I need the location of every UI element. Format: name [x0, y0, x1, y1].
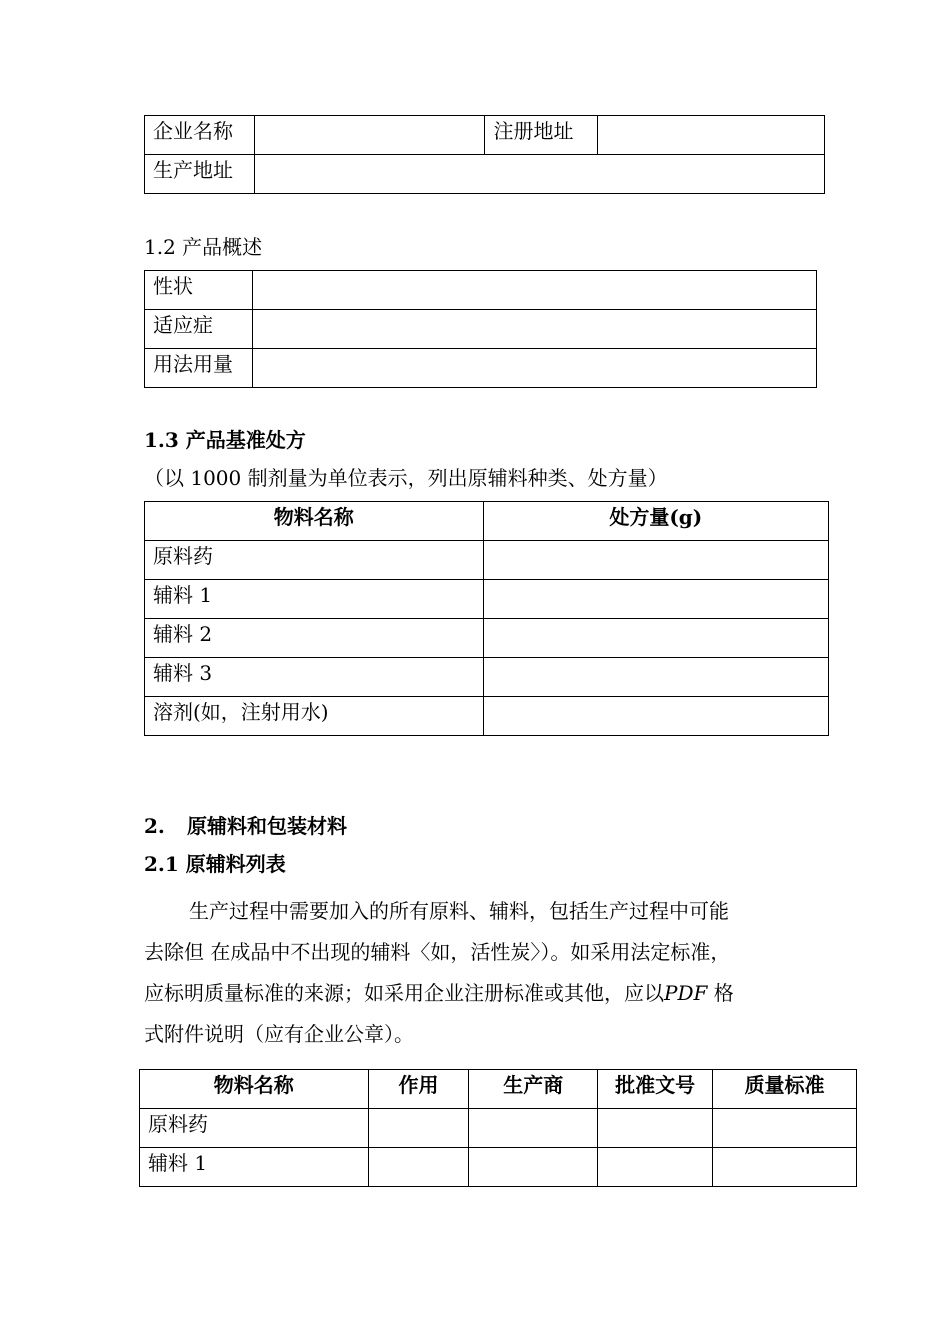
formula-material-cell: 辅料 2 — [145, 619, 484, 658]
materials-approval-cell[interactable] — [598, 1109, 713, 1148]
product-overview-table — [144, 270, 817, 388]
section-2-heading: 原辅料和包装材料 — [187, 814, 347, 838]
formula-amount-cell[interactable] — [483, 697, 828, 736]
materials-name-cell: 原料药 — [140, 1109, 369, 1148]
company-name-label: 企业名称 — [145, 116, 255, 155]
overview-label: 用法用量 — [145, 349, 253, 388]
materials-role-cell[interactable] — [368, 1148, 469, 1187]
paragraph-line-with-pdf — [144, 973, 814, 1014]
overview-label: 适应症 — [145, 310, 253, 349]
formula-header-material: 物料名称 — [145, 502, 484, 541]
materials-header-manufacturer: 生产商 — [469, 1070, 598, 1109]
overview-value[interactable] — [252, 271, 816, 310]
paragraph-line: 式附件说明（应有企业公章）。 — [144, 1022, 414, 1046]
formula-table — [144, 501, 829, 736]
overview-value[interactable] — [252, 349, 816, 388]
formula-material-cell: 辅料 1 — [145, 580, 484, 619]
section-1-3-note: （以 1000 制剂量为单位表示，列出原辅料种类、处方量） — [144, 466, 668, 490]
paragraph-line-text: 应标明质量标准的来源；如采用企业注册标准或其他，应以 — [144, 981, 664, 1005]
section-1-3-heading: 1.3 产品基准处方 — [144, 428, 306, 452]
materials-header-standard: 质量标准 — [713, 1070, 857, 1109]
formula-header-amount: 处方量(g) — [483, 502, 828, 541]
section-2-1-paragraph — [144, 891, 814, 1055]
materials-manufacturer-cell[interactable] — [469, 1109, 598, 1148]
materials-role-cell[interactable] — [368, 1109, 469, 1148]
materials-header-role: 作用 — [368, 1070, 469, 1109]
materials-approval-cell[interactable] — [598, 1148, 713, 1187]
company-name-field[interactable] — [254, 116, 485, 155]
formula-amount-cell[interactable] — [483, 541, 828, 580]
materials-standard-cell[interactable] — [713, 1148, 857, 1187]
formula-material-cell: 原料药 — [145, 541, 484, 580]
materials-header-approval: 批准文号 — [598, 1070, 713, 1109]
section-1-2-heading: 1.2 产品概述 — [144, 235, 263, 259]
materials-list-table — [139, 1069, 857, 1187]
materials-standard-cell[interactable] — [713, 1109, 857, 1148]
registered-address-label: 注册地址 — [485, 116, 598, 155]
materials-header-name: 物料名称 — [140, 1070, 369, 1109]
paragraph-line: 去除但 在成品中不出现的辅料〈如，活性炭〉）。如采用法定标准， — [144, 940, 731, 964]
materials-name-cell: 辅料 1 — [140, 1148, 369, 1187]
production-address-label: 生产地址 — [145, 155, 255, 194]
section-2-1-heading: 2.1 原辅料列表 — [144, 852, 286, 876]
paragraph-line-suffix: 格 — [707, 981, 734, 1005]
formula-amount-cell[interactable] — [483, 658, 828, 697]
materials-manufacturer-cell[interactable] — [469, 1148, 598, 1187]
pdf-term: PDF — [664, 981, 708, 1005]
production-address-field[interactable] — [254, 155, 824, 194]
formula-material-cell: 辅料 3 — [145, 658, 484, 697]
overview-label: 性状 — [145, 271, 253, 310]
overview-value[interactable] — [252, 310, 816, 349]
section-2-number: 2. — [144, 814, 165, 838]
company-info-table — [144, 115, 825, 194]
formula-material-cell: 溶剂(如，注射用水) — [145, 697, 484, 736]
registered-address-field[interactable] — [598, 116, 825, 155]
paragraph-line: 生产过程中需要加入的所有原料、辅料，包括生产过程中可能 — [189, 899, 729, 923]
formula-amount-cell[interactable] — [483, 619, 828, 658]
formula-amount-cell[interactable] — [483, 580, 828, 619]
